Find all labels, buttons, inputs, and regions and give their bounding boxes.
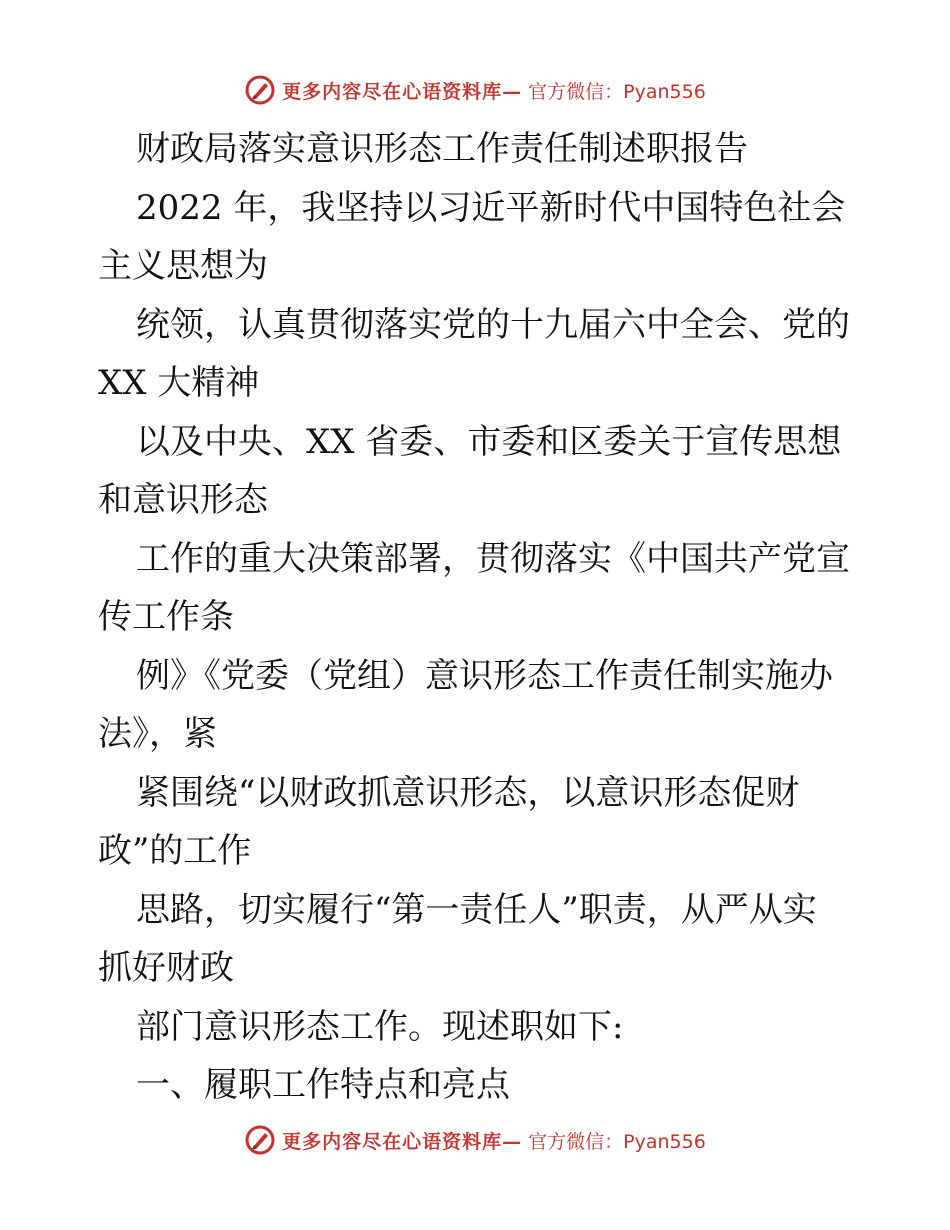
text-line: 统领，认真贯彻落实党的十九届六中全会、党的 bbox=[136, 304, 850, 345]
text-line: 部门意识形态工作。现述职如下: bbox=[136, 1006, 624, 1047]
document-body bbox=[98, 120, 858, 1115]
text-line: 传工作条 bbox=[98, 597, 234, 637]
header-watermark bbox=[0, 70, 950, 110]
text-line: 法》，紧 bbox=[98, 714, 217, 754]
section-heading: 一、履职工作特点和亮点 bbox=[136, 1065, 510, 1105]
text-line: 抓好财政 bbox=[98, 948, 234, 988]
text-line: 例》《党委（党组）意识形态工作责任制实施办 bbox=[136, 655, 833, 696]
text-line: 和意识形态 bbox=[98, 480, 268, 520]
text-line: 政”的工作 bbox=[98, 831, 252, 871]
text-line: 以及中央、XX 省委、市委和区委关于宣传思想 bbox=[136, 421, 842, 462]
watermark-site-text: 更多内容尽在心语资料库— bbox=[282, 80, 523, 103]
document-title: 财政局落实意识形态工作责任制述职报告 bbox=[136, 129, 748, 169]
watermark-wechat-text: 官方微信：Pyan556 bbox=[528, 1130, 706, 1153]
text-line: 思路，切实履行“第一责任人”职责，从严从实 bbox=[136, 889, 817, 930]
pen-logo-icon bbox=[244, 1124, 276, 1156]
text-line: 工作的重大决策部署，贯彻落实《中国共产党宣 bbox=[136, 538, 850, 579]
watermark-wechat-text: 官方微信：Pyan556 bbox=[528, 80, 706, 103]
footer-watermark bbox=[0, 1120, 950, 1160]
text-line: XX 大精神 bbox=[98, 363, 260, 403]
text-line: 主义思想为 bbox=[98, 246, 268, 286]
pen-logo-icon bbox=[244, 74, 276, 106]
text-line: 2022 年，我坚持以习近平新时代中国特色社会 bbox=[136, 187, 846, 228]
text-line: 紧围绕“以财政抓意识形态，以意识形态促财 bbox=[136, 772, 800, 813]
watermark-site-text: 更多内容尽在心语资料库— bbox=[282, 1130, 523, 1153]
